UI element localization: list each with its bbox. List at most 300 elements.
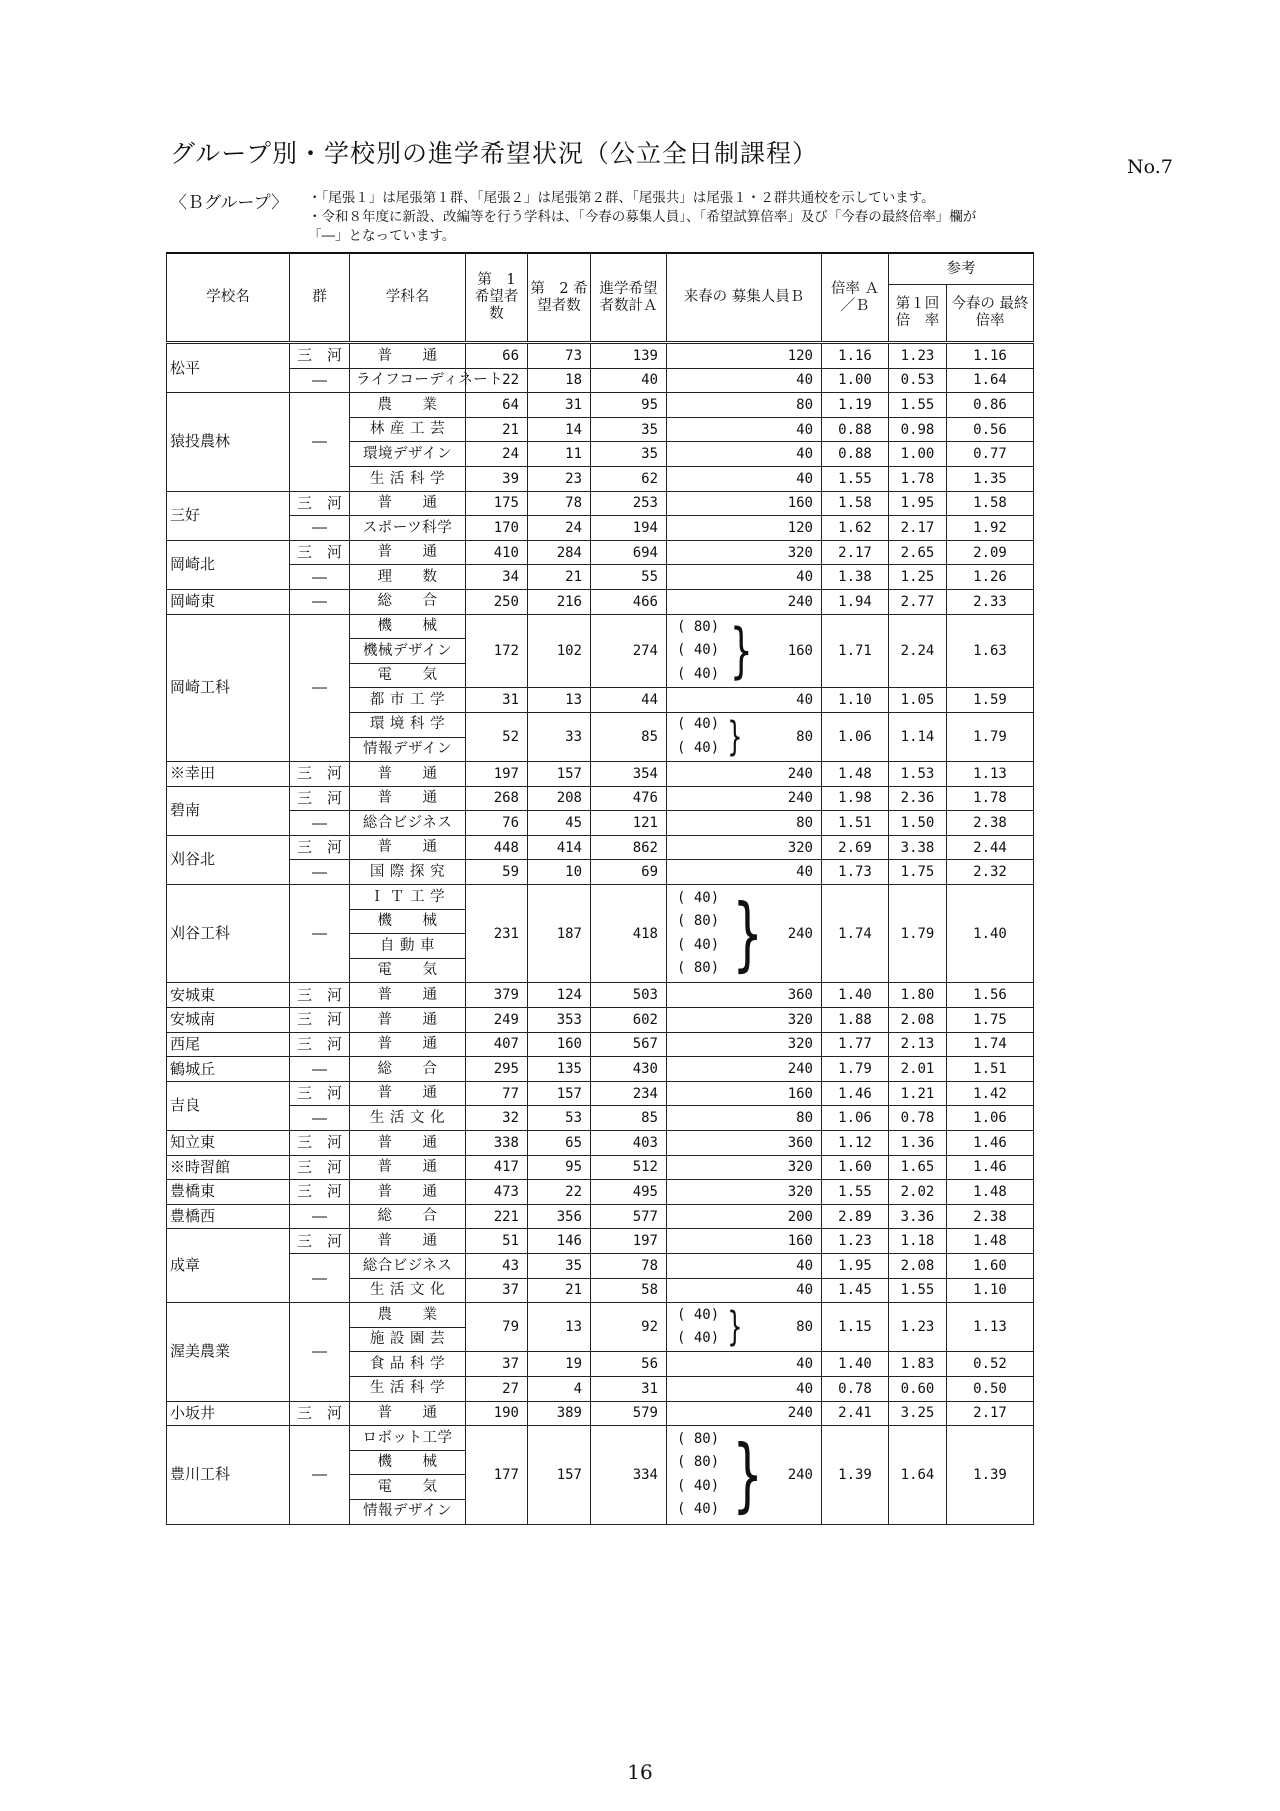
table-row: [167, 1106, 1034, 1131]
sub-capacity: ( 40): [677, 889, 720, 906]
dept-name: Ｉ Ｔ 工 学: [350, 885, 466, 910]
table-row: [167, 860, 1034, 885]
dept-name: ロボット工学: [350, 1426, 466, 1451]
total-count: 579: [591, 1401, 667, 1426]
total-count: 69: [591, 860, 667, 885]
school-name: 豊川工科: [167, 1426, 290, 1524]
capacity-total: 240: [787, 790, 813, 807]
ratio: 1.19: [822, 393, 889, 418]
ratio: 1.06: [822, 712, 889, 761]
final-ratio: 0.86: [947, 393, 1034, 418]
second-choice-count: 53: [528, 1106, 591, 1131]
final-ratio: 1.58: [947, 491, 1034, 516]
note-line: ・「尾張１」は尾張第１群、「尾張２」は尾張第２群、「尾張共」は尾張１・２群共通校を示しています。: [308, 190, 935, 206]
capacity-cell: [667, 885, 822, 983]
page-number-label: No.7: [1127, 156, 1173, 178]
final-ratio: 0.56: [947, 417, 1034, 442]
ratio: 1.73: [822, 860, 889, 885]
brace-icon: }: [727, 714, 743, 760]
round1-ratio: 3.36: [889, 1204, 947, 1229]
table-row: [167, 811, 1034, 836]
total-count: 58: [591, 1278, 667, 1303]
dept-name: 電 気: [350, 1475, 466, 1500]
table-row: [167, 614, 1034, 639]
second-choice-count: 11: [528, 442, 591, 467]
second-choice-count: 73: [528, 343, 591, 369]
first-choice-count: 21: [466, 417, 528, 442]
first-choice-count: 197: [466, 762, 528, 787]
group-cell: 三 河: [290, 786, 350, 811]
capacity-cell: [667, 688, 822, 713]
dept-name: 機 械: [350, 614, 466, 639]
dept-name: 情報デザイン: [350, 1499, 466, 1524]
first-choice-count: 22: [466, 368, 528, 393]
group-cell: 三 河: [290, 1032, 350, 1057]
dept-name: 生 活 文 化: [350, 1106, 466, 1131]
table-row: [167, 589, 1034, 614]
first-choice-count: 250: [466, 589, 528, 614]
capacity-cell: [667, 1401, 822, 1426]
group-cell: ―: [290, 1106, 350, 1131]
first-choice-count: 338: [466, 1131, 528, 1156]
table-row: [167, 1081, 1034, 1106]
capacity-cell: [667, 540, 822, 565]
dept-name: 生 活 文 化: [350, 1278, 466, 1303]
table-row: [167, 1131, 1034, 1156]
first-choice-count: 79: [466, 1303, 528, 1352]
round1-ratio: 1.75: [889, 860, 947, 885]
group-cell: 三 河: [290, 1155, 350, 1180]
capacity-cell: [667, 614, 822, 688]
capacity-total: 80: [796, 815, 813, 832]
first-choice-count: 66: [466, 343, 528, 369]
sub-capacity-list: [667, 616, 719, 687]
capacity-total: 320: [787, 839, 813, 856]
dept-name: 普 通: [350, 1180, 466, 1205]
first-choice-count: 24: [466, 442, 528, 467]
total-count: 694: [591, 540, 667, 565]
sub-capacity: ( 40): [677, 665, 720, 682]
capacity-breakdown: [667, 1426, 821, 1523]
second-choice-count: 24: [528, 516, 591, 541]
ratio: 2.69: [822, 835, 889, 860]
total-count: 31: [591, 1376, 667, 1401]
group-cell: 三 河: [290, 343, 350, 369]
final-ratio: 1.10: [947, 1278, 1034, 1303]
dept-name: 食 品 科 学: [350, 1352, 466, 1377]
sub-capacity: ( 40): [677, 1501, 720, 1518]
total-count: 92: [591, 1303, 667, 1352]
final-ratio: 1.13: [947, 1303, 1034, 1352]
total-count: 62: [591, 466, 667, 491]
final-ratio: 0.50: [947, 1376, 1034, 1401]
school-name: 猿投農林: [167, 393, 290, 491]
total-count: 85: [591, 1106, 667, 1131]
round1-ratio: 1.64: [889, 1426, 947, 1524]
school-name: 三好: [167, 491, 290, 540]
final-ratio: 1.63: [947, 614, 1034, 688]
ratio: 1.71: [822, 614, 889, 688]
group-cell: ―: [290, 565, 350, 590]
second-choice-count: 356: [528, 1204, 591, 1229]
table-row: [167, 1008, 1034, 1033]
header-school: 学校名: [167, 253, 290, 343]
capacity-cell: [667, 1106, 822, 1131]
capacity-total: 240: [787, 1466, 813, 1483]
ratio: 2.17: [822, 540, 889, 565]
first-choice-count: 76: [466, 811, 528, 836]
round1-ratio: 1.65: [889, 1155, 947, 1180]
capacity-total: 80: [796, 1110, 813, 1127]
capacity-total: 320: [787, 1159, 813, 1176]
total-count: 495: [591, 1180, 667, 1205]
first-choice-count: 172: [466, 614, 528, 688]
capacity-cell: [667, 983, 822, 1008]
ratio: 1.55: [822, 1180, 889, 1205]
total-count: 274: [591, 614, 667, 688]
dept-name: 環境デザイン: [350, 442, 466, 467]
total-count: 44: [591, 688, 667, 713]
dept-name: 農 業: [350, 1303, 466, 1328]
school-name: 知立東: [167, 1131, 290, 1156]
ratio: 1.98: [822, 786, 889, 811]
header-group: 群: [290, 253, 350, 343]
ratio: 0.88: [822, 417, 889, 442]
capacity-cell: [667, 1352, 822, 1377]
capacity-total: 40: [796, 1282, 813, 1299]
capacity-cell: [667, 835, 822, 860]
dept-name: 総 合: [350, 1057, 466, 1082]
second-choice-count: 33: [528, 712, 591, 761]
ratio: 1.55: [822, 466, 889, 491]
school-name: 鶴城丘: [167, 1057, 290, 1082]
table-row: [167, 1155, 1034, 1180]
final-ratio: 1.40: [947, 885, 1034, 983]
total-count: 334: [591, 1426, 667, 1524]
final-ratio: 1.48: [947, 1229, 1034, 1254]
header-first-choice: 第 1 希望者数: [466, 253, 528, 343]
table-row: [167, 1180, 1034, 1205]
dept-name: ライフコーディネート: [350, 368, 466, 393]
capacity-cell: [667, 1204, 822, 1229]
second-choice-count: 216: [528, 589, 591, 614]
second-choice-count: 4: [528, 1376, 591, 1401]
capacity-total: 40: [796, 692, 813, 709]
second-choice-count: 157: [528, 1081, 591, 1106]
second-choice-count: 95: [528, 1155, 591, 1180]
group-cell: ―: [290, 393, 350, 491]
header-ratio: 倍率 Ａ／Ｂ: [822, 253, 889, 343]
sub-capacity: ( 40): [677, 1477, 720, 1494]
first-choice-count: 190: [466, 1401, 528, 1426]
group-cell: ―: [290, 1253, 350, 1302]
table-row: [167, 1032, 1034, 1057]
school-name: 安城南: [167, 1008, 290, 1033]
capacity-breakdown: [667, 1303, 821, 1351]
capacity-total: 40: [796, 421, 813, 438]
group-cell: ―: [290, 589, 350, 614]
final-ratio: 1.42: [947, 1081, 1034, 1106]
table-row: [167, 762, 1034, 787]
total-count: 35: [591, 417, 667, 442]
sub-capacity: ( 40): [677, 936, 720, 953]
round1-ratio: 2.08: [889, 1008, 947, 1033]
capacity-total: 160: [787, 1233, 813, 1250]
group-cell: ―: [290, 1303, 350, 1401]
capacity-total: 40: [796, 1257, 813, 1274]
final-ratio: 2.44: [947, 835, 1034, 860]
sub-capacity: ( 80): [677, 1454, 720, 1471]
final-ratio: 1.64: [947, 368, 1034, 393]
final-ratio: 1.74: [947, 1032, 1034, 1057]
total-count: 403: [591, 1131, 667, 1156]
dept-name: 機 械: [350, 909, 466, 934]
school-name: 吉良: [167, 1081, 290, 1130]
final-ratio: 2.38: [947, 811, 1034, 836]
dept-name: 普 通: [350, 1008, 466, 1033]
second-choice-count: 19: [528, 1352, 591, 1377]
final-ratio: 0.52: [947, 1352, 1034, 1377]
school-name: 小坂井: [167, 1401, 290, 1426]
capacity-cell: [667, 466, 822, 491]
round1-ratio: 1.25: [889, 565, 947, 590]
capacity-cell: [667, 368, 822, 393]
dept-name: 総 合: [350, 589, 466, 614]
second-choice-count: 187: [528, 885, 591, 983]
round1-ratio: 0.53: [889, 368, 947, 393]
final-ratio: 1.78: [947, 786, 1034, 811]
round1-ratio: 1.50: [889, 811, 947, 836]
group-cell: ―: [290, 1204, 350, 1229]
first-choice-count: 39: [466, 466, 528, 491]
capacity-total: 40: [796, 372, 813, 389]
final-ratio: 1.39: [947, 1426, 1034, 1524]
round1-ratio: 2.01: [889, 1057, 947, 1082]
sub-capacity: ( 80): [677, 1430, 720, 1447]
final-ratio: 1.79: [947, 712, 1034, 761]
total-count: 476: [591, 786, 667, 811]
capacity-total: 240: [787, 1405, 813, 1422]
second-choice-count: 135: [528, 1057, 591, 1082]
brace-icon: }: [729, 615, 753, 686]
capacity-cell: [667, 1278, 822, 1303]
capacity-breakdown: [667, 885, 821, 982]
round1-ratio: 0.60: [889, 1376, 947, 1401]
final-ratio: 1.46: [947, 1155, 1034, 1180]
second-choice-count: 10: [528, 860, 591, 885]
ratio: 0.78: [822, 1376, 889, 1401]
ratio: 1.60: [822, 1155, 889, 1180]
final-ratio: 1.51: [947, 1057, 1034, 1082]
capacity-cell: [667, 589, 822, 614]
dept-name: 普 通: [350, 1081, 466, 1106]
capacity-cell: [667, 1376, 822, 1401]
second-choice-count: 45: [528, 811, 591, 836]
capacity-total: 240: [787, 925, 813, 942]
ratio: 1.23: [822, 1229, 889, 1254]
capacity-total: 80: [796, 1319, 813, 1336]
final-ratio: 2.32: [947, 860, 1034, 885]
school-name: 安城東: [167, 983, 290, 1008]
first-choice-count: 52: [466, 712, 528, 761]
table-row: [167, 1204, 1034, 1229]
header-reference: 参考: [889, 253, 1034, 285]
dept-name: 自 動 車: [350, 934, 466, 959]
round1-ratio: 3.25: [889, 1401, 947, 1426]
total-count: 78: [591, 1253, 667, 1278]
first-choice-count: 448: [466, 835, 528, 860]
table-row: [167, 983, 1034, 1008]
ratio: 1.79: [822, 1057, 889, 1082]
second-choice-count: 102: [528, 614, 591, 688]
capacity-total: 240: [787, 593, 813, 610]
total-count: 85: [591, 712, 667, 761]
table-row: [167, 516, 1034, 541]
capacity-cell: [667, 343, 822, 369]
group-cell: 三 河: [290, 1401, 350, 1426]
table-row: [167, 1401, 1034, 1426]
round1-ratio: 2.24: [889, 614, 947, 688]
header-dept: 学科名: [350, 253, 466, 343]
first-choice-count: 43: [466, 1253, 528, 1278]
school-name: 刈谷工科: [167, 885, 290, 983]
second-choice-count: 23: [528, 466, 591, 491]
final-ratio: 1.75: [947, 1008, 1034, 1033]
first-choice-count: 221: [466, 1204, 528, 1229]
dept-name: 生 活 科 学: [350, 466, 466, 491]
final-ratio: 1.59: [947, 688, 1034, 713]
dept-name: 都 市 工 学: [350, 688, 466, 713]
final-ratio: 1.06: [947, 1106, 1034, 1131]
sub-capacity-list: [667, 713, 719, 760]
capacity-cell: [667, 417, 822, 442]
second-choice-count: 160: [528, 1032, 591, 1057]
group-cell: 三 河: [290, 1008, 350, 1033]
table-row: [167, 540, 1034, 565]
first-choice-count: 175: [466, 491, 528, 516]
total-count: 55: [591, 565, 667, 590]
round1-ratio: 2.13: [889, 1032, 947, 1057]
table-row: [167, 1253, 1034, 1278]
dept-name: 普 通: [350, 1131, 466, 1156]
second-choice-count: 353: [528, 1008, 591, 1033]
note-line: ・令和８年度に新設、改編等を行う学科は、「今春の募集人員」、「希望試算倍率」及び「今春の最終倍率」欄が: [308, 209, 977, 225]
second-choice-count: 78: [528, 491, 591, 516]
sub-capacity-list: [667, 1428, 719, 1522]
ratio: 1.40: [822, 1352, 889, 1377]
second-choice-count: 21: [528, 1278, 591, 1303]
dept-name: 普 通: [350, 1401, 466, 1426]
ratio: 1.38: [822, 565, 889, 590]
school-name: 碧南: [167, 786, 290, 835]
dept-name: 普 通: [350, 1155, 466, 1180]
second-choice-count: 22: [528, 1180, 591, 1205]
dept-name: 環 境 科 学: [350, 712, 466, 737]
ratio: 1.48: [822, 762, 889, 787]
total-count: 430: [591, 1057, 667, 1082]
total-count: 354: [591, 762, 667, 787]
round1-ratio: 1.14: [889, 712, 947, 761]
first-choice-count: 34: [466, 565, 528, 590]
first-choice-count: 231: [466, 885, 528, 983]
capacity-cell: [667, 712, 822, 761]
group-label: 〈Ｂグループ〉: [170, 193, 289, 213]
group-cell: ―: [290, 1057, 350, 1082]
capacity-cell: [667, 811, 822, 836]
capacity-total: 40: [796, 864, 813, 881]
first-choice-count: 268: [466, 786, 528, 811]
capacity-cell: [667, 565, 822, 590]
dept-name: 総合ビジネス: [350, 1253, 466, 1278]
second-choice-count: 157: [528, 1426, 591, 1524]
capacity-cell: [667, 1081, 822, 1106]
capacity-total: 80: [796, 396, 813, 413]
capacity-cell: [667, 1008, 822, 1033]
second-choice-count: 18: [528, 368, 591, 393]
round1-ratio: 0.78: [889, 1106, 947, 1131]
final-ratio: 1.35: [947, 466, 1034, 491]
school-name: 岡崎工科: [167, 614, 290, 762]
dept-name: 普 通: [350, 835, 466, 860]
application-status-table: [166, 252, 1034, 1525]
group-cell: ―: [290, 811, 350, 836]
dept-name: 電 気: [350, 958, 466, 983]
capacity-cell: [667, 860, 822, 885]
total-count: 503: [591, 983, 667, 1008]
sub-capacity: ( 40): [677, 1306, 720, 1323]
ratio: 1.45: [822, 1278, 889, 1303]
final-ratio: 1.56: [947, 983, 1034, 1008]
dept-name: 林 産 工 芸: [350, 417, 466, 442]
final-ratio: 2.09: [947, 540, 1034, 565]
round1-ratio: 1.95: [889, 491, 947, 516]
sub-capacity: ( 80): [677, 618, 720, 635]
group-cell: 三 河: [290, 540, 350, 565]
capacity-cell: [667, 516, 822, 541]
ratio: 1.74: [822, 885, 889, 983]
group-cell: ―: [290, 614, 350, 762]
final-ratio: 0.77: [947, 442, 1034, 467]
capacity-breakdown: [667, 713, 821, 761]
header-final: 今春の 最終倍率: [947, 285, 1034, 343]
dept-name: 普 通: [350, 1032, 466, 1057]
total-count: 567: [591, 1032, 667, 1057]
school-name: 西尾: [167, 1032, 290, 1057]
final-ratio: 1.46: [947, 1131, 1034, 1156]
group-cell: 三 河: [290, 835, 350, 860]
first-choice-count: 379: [466, 983, 528, 1008]
school-name: ※時習館: [167, 1155, 290, 1180]
capacity-total: 160: [787, 642, 813, 659]
capacity-total: 40: [796, 470, 813, 487]
round1-ratio: 2.02: [889, 1180, 947, 1205]
group-cell: 三 河: [290, 1229, 350, 1254]
school-name: 岡崎東: [167, 589, 290, 614]
ratio: 0.88: [822, 442, 889, 467]
capacity-total: 320: [787, 1036, 813, 1053]
dept-name: 機械デザイン: [350, 639, 466, 664]
capacity-cell: [667, 762, 822, 787]
school-name: 渥美農業: [167, 1303, 290, 1401]
table-row: [167, 565, 1034, 590]
group-cell: ―: [290, 1426, 350, 1524]
total-count: 466: [591, 589, 667, 614]
dept-name: 普 通: [350, 540, 466, 565]
capacity-total: 160: [787, 1085, 813, 1102]
capacity-total: 360: [787, 1134, 813, 1151]
dept-name: 普 通: [350, 983, 466, 1008]
capacity-cell: [667, 1057, 822, 1082]
